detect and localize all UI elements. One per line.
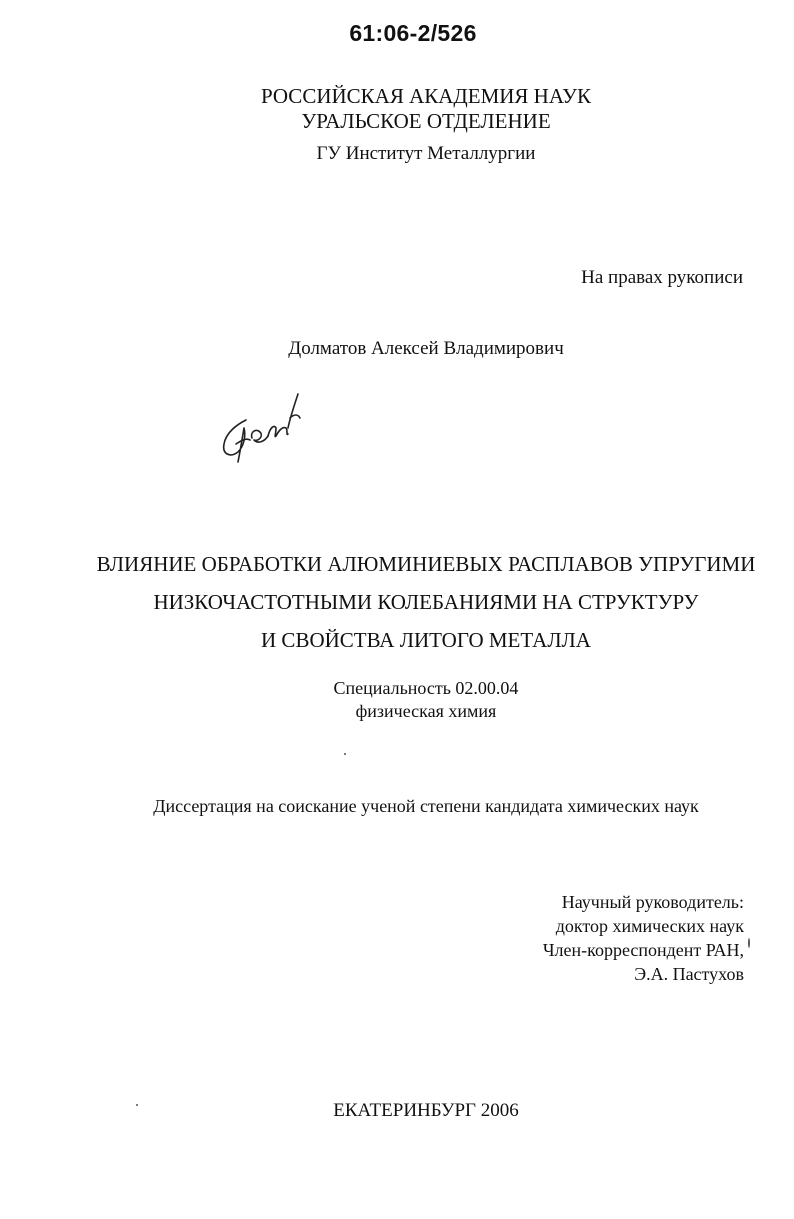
thesis-title: [0, 545, 794, 659]
handwritten-signature: [216, 388, 316, 468]
city-year: ЕКАТЕРИНБУРГ 2006: [333, 1100, 519, 1121]
supervisor-heading: Научный руководитель:: [561, 892, 744, 912]
institute-name: ГУ Институт Металлургии: [316, 143, 536, 164]
supervisor-block: [543, 890, 744, 986]
specialty-block: [0, 677, 794, 723]
title-line: И СВОЙСТВА ЛИТОГО МЕТАЛЛА: [261, 628, 591, 652]
academy-header: [0, 84, 794, 134]
title-line: НИЗКОЧАСТОТНЫМИ КОЛЕБАНИЯМИ НА СТРУКТУРУ: [153, 590, 699, 614]
title-line: ВЛИЯНИЕ ОБРАБОТКИ АЛЮМИНИЕВЫХ РАСПЛАВОВ УПРУГИМИ: [96, 552, 756, 576]
supervisor-degree: доктор химических наук: [555, 916, 744, 936]
author-name: Долматов Алексей Владимирович: [288, 338, 564, 359]
scan-speck: [344, 753, 346, 755]
specialty-code: Специальность 02.00.04: [333, 678, 519, 698]
supervisor-name: Э.А. Пастухов: [634, 964, 744, 984]
document-code: 61:06-2/526: [349, 20, 477, 46]
rights-note: На правах рукописи: [581, 267, 743, 288]
specialty-name: физическая химия: [355, 701, 497, 721]
branch-name: УРАЛЬСКОЕ ОТДЕЛЕНИЕ: [301, 109, 551, 133]
academy-name: РОССИЙСКАЯ АКАДЕМИЯ НАУК: [260, 84, 592, 108]
scan-speck: [748, 938, 750, 948]
dissertation-statement: Диссертация на соискание ученой степени кандидата химических наук: [153, 796, 699, 816]
scan-speck: [136, 1104, 138, 1106]
supervisor-rank: Член-корреспондент РАН,: [542, 940, 744, 960]
